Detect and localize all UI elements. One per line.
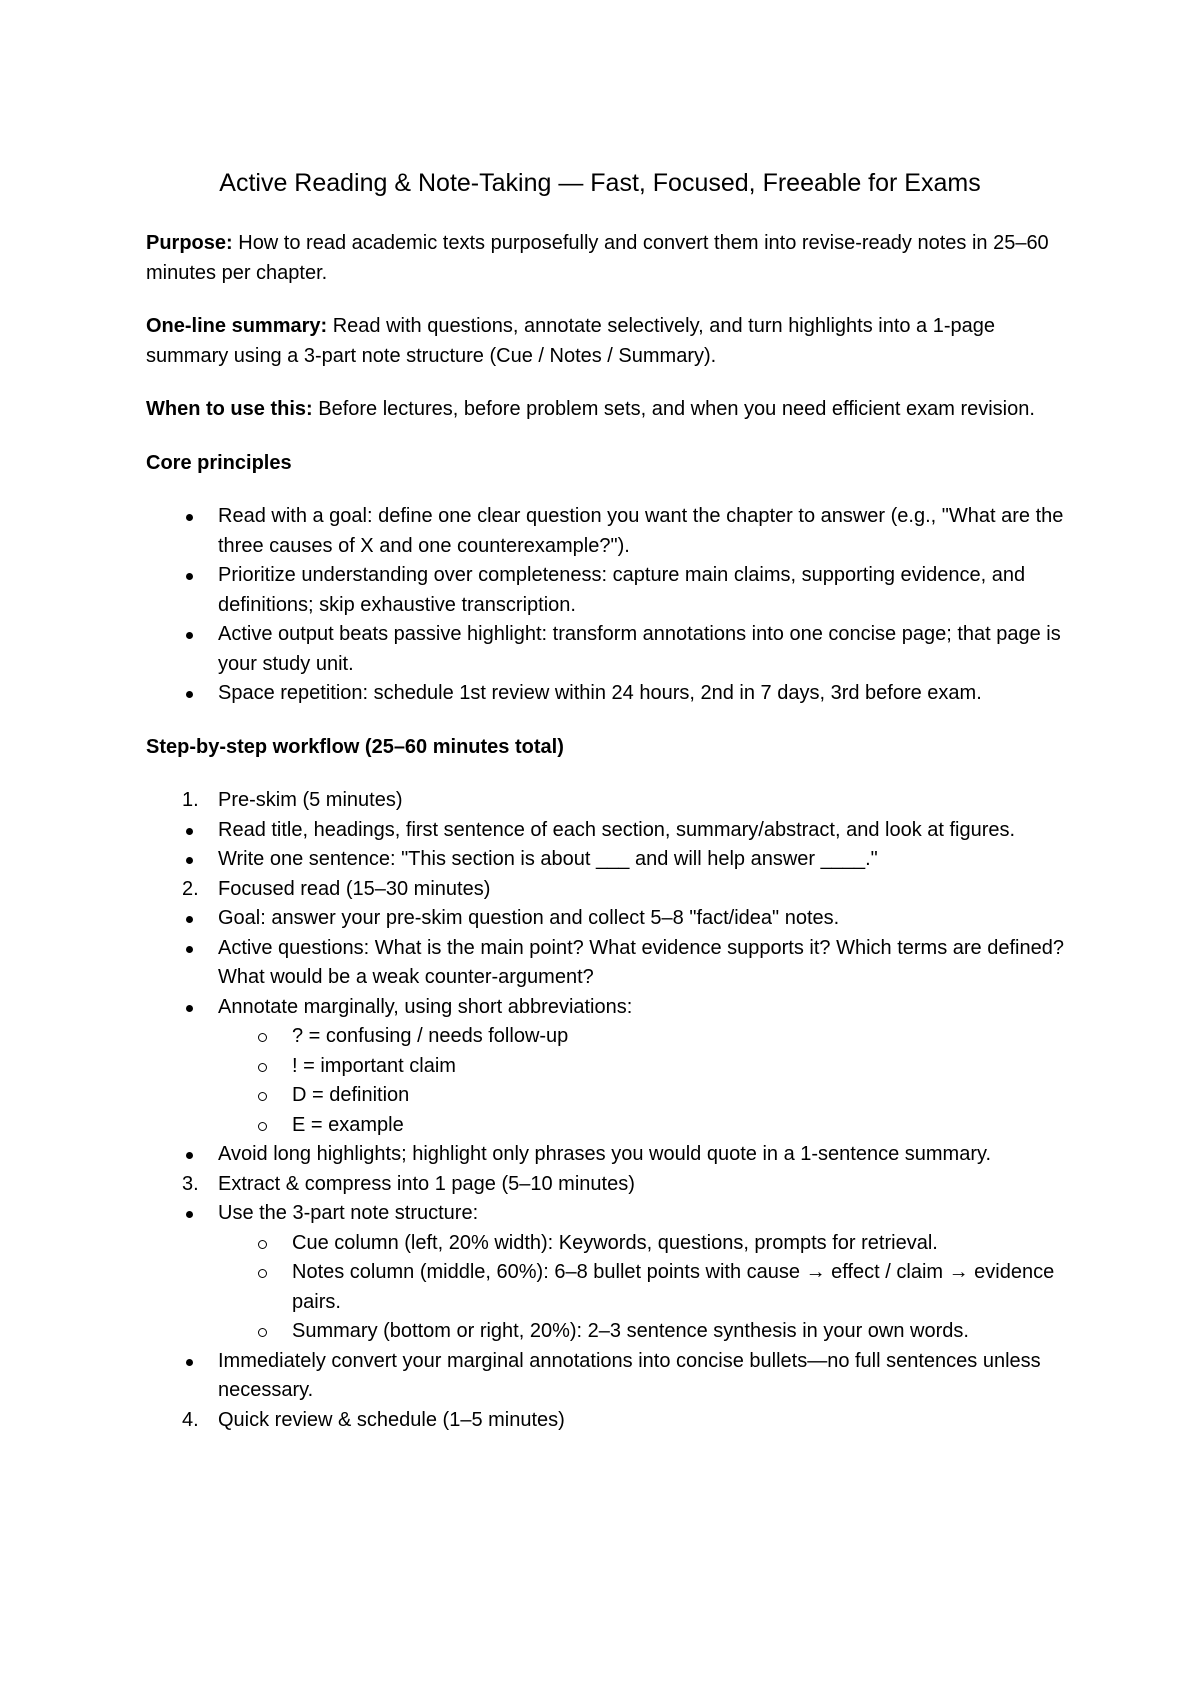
when-label: When to use this: bbox=[146, 398, 313, 420]
sub-list-item bbox=[146, 1317, 1066, 1347]
core-principles-heading: Core principles bbox=[146, 451, 292, 474]
hollow-bullet-icon bbox=[258, 1269, 267, 1278]
hollow-bullet-icon bbox=[258, 1240, 267, 1249]
list-item-text: Read with a goal: define one clear question you want the chapter to answer (e.g., "What are the three causes of X and one counterexample?"). bbox=[218, 505, 1064, 557]
purpose-text: How to read academic texts purposefully and convert them into revise-ready notes in 25–60 minutes per chapter. bbox=[146, 232, 1049, 284]
summary-paragraph bbox=[146, 312, 1066, 371]
list-item bbox=[146, 845, 1066, 875]
hollow-bullet-icon bbox=[258, 1122, 267, 1131]
bullet-icon bbox=[186, 573, 193, 580]
sub-list-item bbox=[146, 1229, 1066, 1259]
list-item-text: Write one sentence: "This section is about ___ and will help answer ____." bbox=[218, 848, 878, 870]
step-number: 3. bbox=[182, 1172, 199, 1195]
sub-list-item-text: ? = confusing / needs follow-up bbox=[292, 1025, 569, 1047]
document-body bbox=[146, 229, 1066, 1435]
document-title: Active Reading & Note-Taking — Fast, Focused, Freeable for Exams bbox=[219, 169, 981, 197]
list-item-text: Active output beats passive highlight: transform annotations into one concise page; that page is your study unit. bbox=[218, 623, 1061, 675]
sub-list-item-text: ! = important claim bbox=[292, 1054, 456, 1077]
sub-list-item bbox=[146, 1111, 1066, 1141]
list-item-text: Use the 3-part note structure: bbox=[218, 1202, 479, 1224]
step-number: 1. bbox=[182, 789, 199, 811]
list-item-text: Avoid long highlights; highlight only phrases you would quote in a 1-sentence summary. bbox=[218, 1143, 992, 1165]
list-item-text: Active questions: What is the main point? What evidence supports it? Which terms are defined? What would be a weak counter-argument? bbox=[218, 936, 1064, 988]
core-principles-list bbox=[146, 502, 1066, 709]
list-item bbox=[146, 993, 1066, 1023]
sub-list-item-text: Cue column (left, 20% width): Keywords, questions, prompts for retrieval. bbox=[292, 1231, 938, 1254]
bullet-icon bbox=[186, 1359, 193, 1366]
list-item bbox=[146, 620, 1066, 679]
step-text: Extract & compress into 1 page (5–10 minutes) bbox=[218, 1172, 635, 1195]
list-item bbox=[146, 561, 1066, 620]
bullet-icon bbox=[186, 691, 193, 698]
purpose-label: Purpose: bbox=[146, 232, 233, 254]
step-number: 4. bbox=[182, 1408, 199, 1431]
step-text: Pre-skim (5 minutes) bbox=[218, 789, 403, 811]
list-item bbox=[146, 1199, 1066, 1229]
list-item bbox=[146, 904, 1066, 934]
sub-list-item bbox=[146, 1022, 1066, 1052]
bullet-icon bbox=[186, 514, 193, 521]
sub-list-item-text: E = example bbox=[292, 1113, 404, 1136]
bullet-icon bbox=[186, 828, 193, 835]
list-item bbox=[146, 1347, 1066, 1406]
sub-list-item-text: Summary (bottom or right, 20%): 2–3 sentence synthesis in your own words. bbox=[292, 1320, 969, 1342]
when-paragraph bbox=[146, 395, 1066, 425]
hollow-bullet-icon bbox=[258, 1328, 267, 1337]
hollow-bullet-icon bbox=[258, 1033, 267, 1042]
workflow-list bbox=[146, 786, 1066, 1435]
bullet-icon bbox=[186, 1152, 193, 1159]
list-item-text: Read title, headings, first sentence of each section, summary/abstract, and look at figures. bbox=[218, 818, 1016, 841]
hollow-bullet-icon bbox=[258, 1063, 267, 1072]
list-item-text: Annotate marginally, using short abbreviations: bbox=[218, 995, 633, 1018]
bullet-icon bbox=[186, 1005, 193, 1012]
hollow-bullet-icon bbox=[258, 1092, 267, 1101]
bullet-icon bbox=[186, 946, 193, 953]
step-number: 2. bbox=[182, 877, 199, 900]
step-text: Focused read (15–30 minutes) bbox=[218, 877, 491, 900]
list-item bbox=[146, 816, 1066, 846]
sub-list-item-text: Notes column (middle, 60%): 6–8 bullet points with cause → effect / claim → evidence pairs. bbox=[292, 1261, 1055, 1313]
bullet-icon bbox=[186, 857, 193, 864]
bullet-icon bbox=[186, 632, 193, 639]
bullet-icon bbox=[186, 1211, 193, 1218]
workflow-heading: Step-by-step workflow (25–60 minutes total) bbox=[146, 735, 564, 758]
list-item bbox=[146, 502, 1066, 561]
step-item bbox=[146, 1170, 1066, 1200]
list-item bbox=[146, 1140, 1066, 1170]
list-item-text: Space repetition: schedule 1st review within 24 hours, 2nd in 7 days, 3rd before exam. bbox=[218, 682, 982, 704]
when-text: Before lectures, before problem sets, and when you need efficient exam revision. bbox=[312, 398, 1035, 420]
list-item-text: Prioritize understanding over completeness: capture main claims, supporting evidence, and definitions; skip exhaustive transcription. bbox=[218, 564, 1026, 616]
step-item bbox=[146, 786, 1066, 816]
sub-list-item bbox=[146, 1052, 1066, 1082]
sub-list-item bbox=[146, 1258, 1066, 1317]
list-item bbox=[146, 679, 1066, 709]
step-item bbox=[146, 875, 1066, 905]
bullet-icon bbox=[186, 916, 193, 923]
step-text: Quick review & schedule (1–5 minutes) bbox=[218, 1408, 565, 1431]
list-item-text: Goal: answer your pre-skim question and collect 5–8 "fact/idea" notes. bbox=[218, 907, 840, 929]
list-item-text: Immediately convert your marginal annotations into concise bullets—no full sentences unless necessary. bbox=[218, 1349, 1041, 1401]
sub-list-item-text: D = definition bbox=[292, 1084, 410, 1106]
summary-label: One-line summary: bbox=[146, 315, 328, 337]
summary-text: Read with questions, annotate selectively, and turn highlights into a 1-page summary using a 3-part note structure (Cue / Notes / Summary). bbox=[146, 315, 996, 367]
list-item bbox=[146, 934, 1066, 993]
purpose-paragraph bbox=[146, 229, 1066, 288]
sub-list-item bbox=[146, 1081, 1066, 1111]
step-item bbox=[146, 1406, 1066, 1436]
